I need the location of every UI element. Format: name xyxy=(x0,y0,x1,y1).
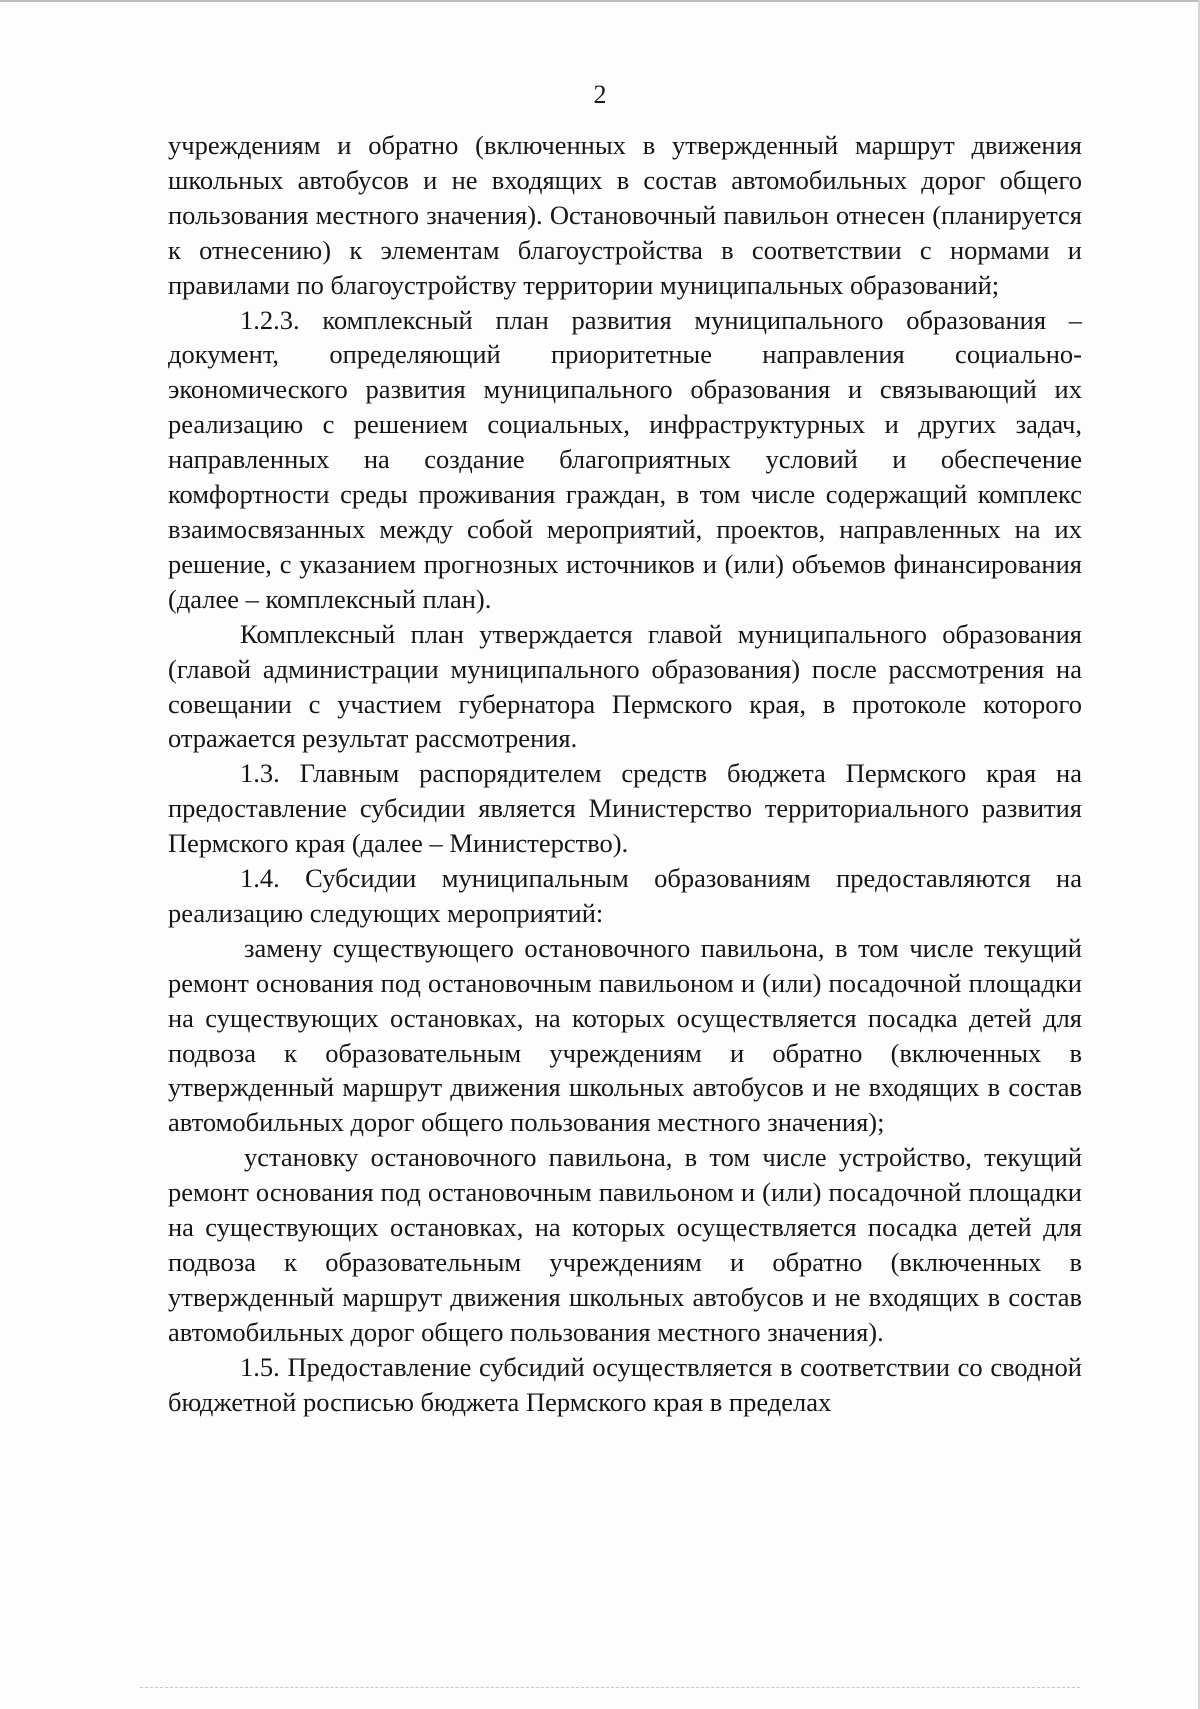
paragraph-1-4: 1.4. Субсидии муниципальным образованиям предоставляются на реализацию следующих мероприятий: xyxy=(168,863,1082,928)
paragraph-replacement: замену существующего остановочного павильона, в том числе текущий ремонт основания под остановочным павильоном и (или) посадочной площадки на существующих остановках, на которых осуществляется посадка детей для подвоза к образовательным учреждениям и обратно (включенных в утвержденный маршрут движения школьных автобусов и не входящих в состав автомобильных дорог общего пользования местного значения); xyxy=(168,932,1082,1138)
scan-edge-bottom xyxy=(140,1687,1080,1689)
paragraph-continuation: учреждениям и обратно (включенных в утвержденный маршрут движения школьных автобусов и не входящих в состав автомобильных дорог общего пользования местного значения). Остановочный павильон отнесен (планируется к отнесению) к элементам благоустройства в соответствии с нормами и правилами по благоустройству территории муниципальных образований; xyxy=(168,130,1082,300)
scan-edge-top xyxy=(0,0,1200,2)
paragraph-1-2-3: 1.2.3. комплексный план развития муниципального образования – документ, определяющий приоритетные направления социально-экономического развития муниципального образования и связывающий их реализацию с решением социальных, инфраструктурных и других задач, направленных на создание благоприятных условий и обеспечение комфортности среды проживания граждан, в том числе содержащий комплекс взаимосвязанных между собой мероприятий, проектов, направленных на их решение, с указанием прогнозных источников и (или) объемов финансирования (далее – комплексный план). xyxy=(168,304,1082,614)
page-number: 2 xyxy=(593,80,607,109)
document-body xyxy=(168,128,1082,1420)
paragraph-complex-plan: Комплексный план утверждается главой муниципального образования (главой администрации муниципального образования) после рассмотрения на совещании с участием губернатора Пермского края, в протоколе которого отражается результат рассмотрения. xyxy=(168,618,1082,754)
paragraph-1-5: 1.5. Предоставление субсидий осуществляется в соответствии со сводной бюджетной росписью бюджета Пермского края в пределах xyxy=(168,1351,1082,1417)
paragraph-installation: установку остановочного павильона, в том числе устройство, текущий ремонт основания под остановочным павильоном и (или) посадочной площадки на существующих остановках, на которых осуществляется посадка детей для подвоза к образовательным учреждениям и обратно (включенных в утвержденный маршрут движения школьных автобусов и не входящих в состав автомобильных дорог общего пользования местного значения). xyxy=(168,1142,1082,1347)
paragraph-1-3: 1.3. Главным распорядителем средств бюджета Пермского края на предоставление субсидии является Министерство территориального развития Пермского края (далее – Министерство). xyxy=(168,758,1082,859)
